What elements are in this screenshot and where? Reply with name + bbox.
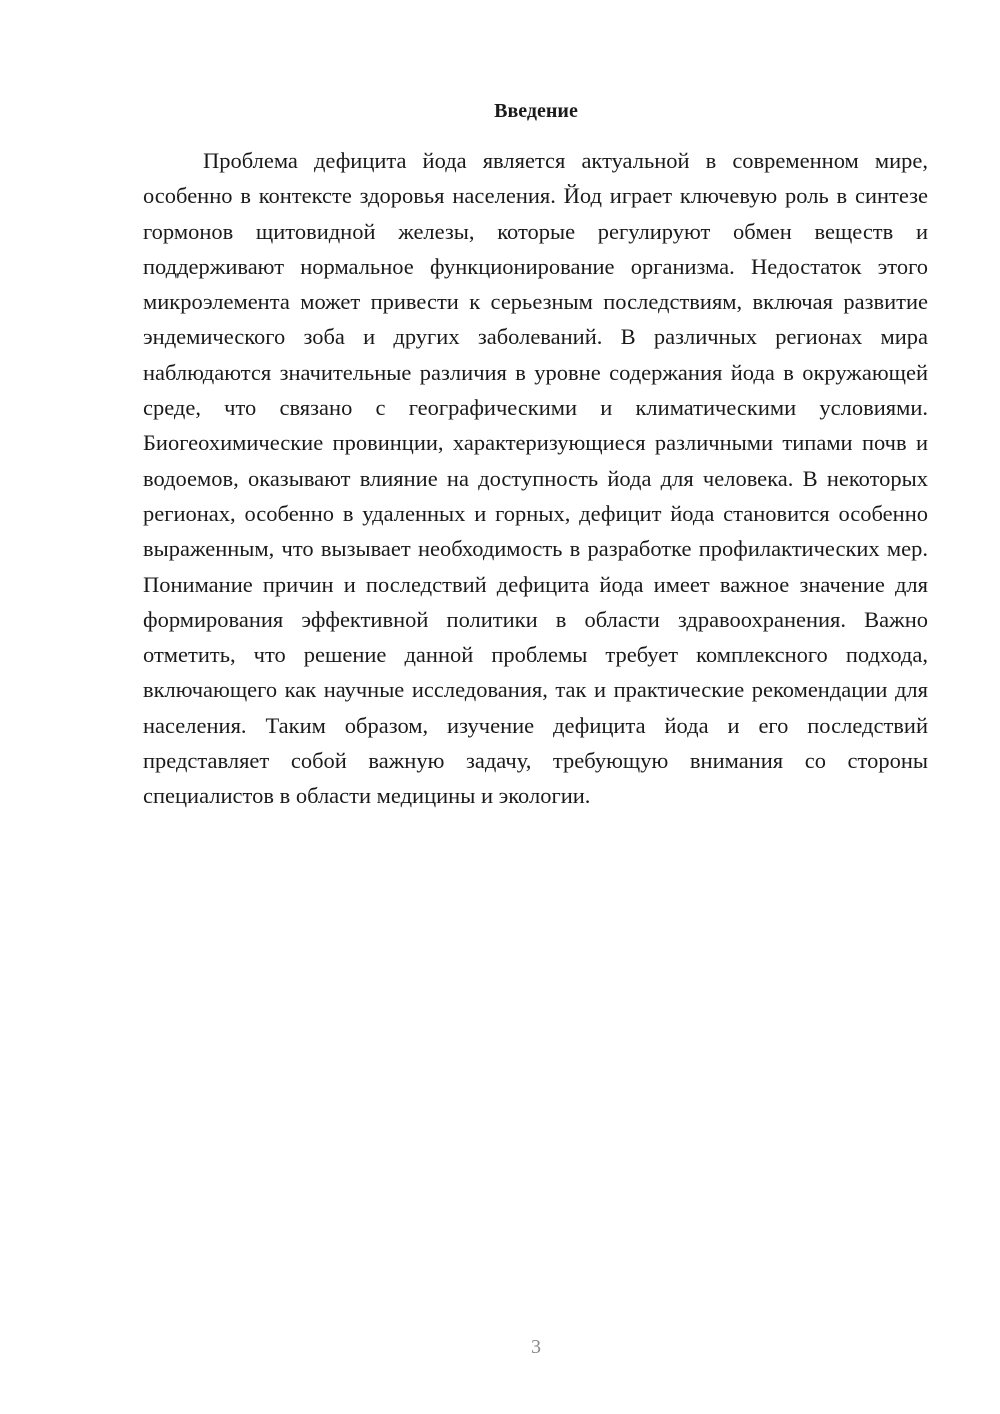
section-heading: Введение: [494, 100, 578, 122]
page-number: 3: [531, 1336, 541, 1358]
introduction-paragraph: Проблема дефицита йода является актуальной в современном мире, особенно в контексте здоровья населения. Йод играет ключевую роль в синтезе гормонов щитовидной железы, которые регулируют обмен веществ и поддерживают нормальное функционирование организма. Недостаток этого микроэлемента может привести к серьезным последствиям, включая развитие эндемического зоба и других заболеваний. В различных регионах мира наблюдаются значительные различия в уровне содержания йода в окружающей среде, что связано с географическими и климатическими условиями. Биогеохимические провинции, характеризующиеся различными типами почв и водоемов, оказывают влияние на доступность йода для человека. В некоторых регионах, особенно в удаленных и горных, дефицит йода становится особенно выраженным, что вызывает необходимость в разработке профилактических мер. Понимание причин и последствий дефицита йода имеет важное значение для формирования эффективной политики в области здравоохранения. Важно отметить, что решение данной проблемы требует комплексного подхода, включающего как научные исследования, так и практические рекомендации для населения. Таким образом, изучение дефицита йода и его последствий представляет собой важную задачу, требующую внимания со стороны специалистов в области медицины и экологии.: [143, 148, 928, 809]
